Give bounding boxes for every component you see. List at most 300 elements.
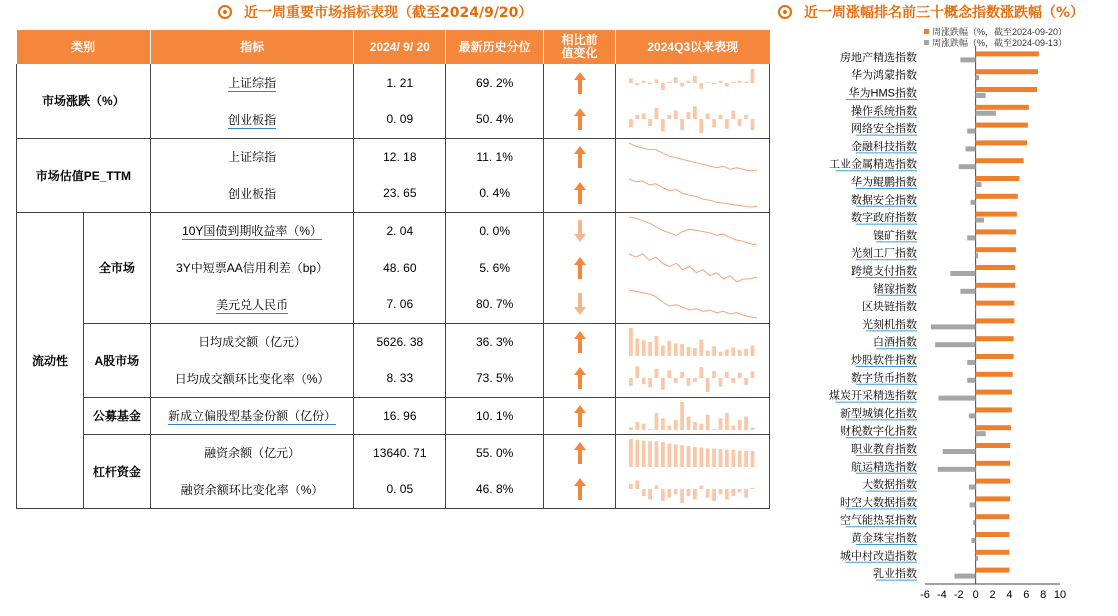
change-direction-cell — [544, 175, 616, 212]
sparkline-bar — [712, 119, 716, 127]
indicator-cell — [150, 397, 354, 434]
sparkline-bar — [738, 119, 742, 126]
sparkline-bar — [648, 378, 652, 387]
sparkline-bar — [725, 489, 729, 500]
sparkline-bar — [635, 481, 639, 490]
bar-current-week — [976, 461, 1011, 466]
sparkline-bar — [635, 367, 639, 379]
sparkline-bar — [674, 378, 678, 383]
bar-current-week — [976, 265, 1016, 270]
sparkline-bar — [674, 420, 678, 430]
bar-previous-week — [970, 502, 976, 507]
market-indicator-table — [16, 30, 770, 509]
bar-previous-week — [943, 449, 976, 454]
sparkline-bar — [731, 425, 735, 429]
category-label[interactable]: 区块链指数 — [862, 301, 917, 314]
sparkline-chart — [626, 399, 760, 433]
category-label[interactable]: 新型城镇化指数 — [840, 407, 917, 420]
percentile-cell: 69. 2% — [446, 64, 544, 101]
sparkline-series — [629, 254, 757, 282]
x-tick-label: -4 — [936, 589, 947, 601]
arrow-up-icon — [573, 330, 587, 354]
indicator-name[interactable]: 美元兑人民币 — [216, 297, 289, 312]
sparkline-bar — [680, 445, 684, 467]
row-group-label: 流动性 — [17, 212, 84, 508]
category-label[interactable]: 华为鸿蒙指数 — [851, 69, 917, 82]
sparkline-bar — [629, 119, 633, 127]
bar-current-week — [976, 212, 1017, 217]
sparkline-bar — [655, 79, 659, 83]
sparkline-bar — [731, 378, 735, 383]
bar-current-week — [976, 390, 1012, 395]
bar-previous-week — [969, 413, 976, 418]
sparkline-bar — [661, 489, 665, 501]
sparkline-bar — [667, 425, 671, 429]
sparkline-bar — [629, 439, 633, 467]
arrow-up-icon — [573, 107, 587, 131]
value-cell: 0. 09 — [354, 101, 446, 138]
sparkline-bar — [706, 378, 710, 392]
bar-current-week — [976, 87, 1038, 92]
x-tick-label: 8 — [1040, 589, 1047, 601]
bar-current-week — [976, 105, 1029, 110]
bar-previous-week — [935, 342, 976, 347]
table-header-row — [17, 30, 770, 64]
bar-current-week — [976, 479, 1011, 484]
sparkline-bar — [655, 441, 659, 467]
sparkline-bar — [751, 427, 755, 430]
category-label[interactable]: 时空大数据指数 — [840, 496, 917, 509]
bar-current-week — [976, 301, 1015, 306]
sparkline-chart — [626, 361, 760, 395]
sparkline-chart — [626, 66, 760, 100]
row-subgroup-label: 公募基金 — [83, 397, 150, 434]
arrow-up-icon — [573, 145, 587, 169]
sparkline-bar — [738, 450, 742, 466]
legend-label: 周涨跌幅（%，截至2024-09-20） — [932, 27, 1068, 37]
category-label[interactable]: 数字货币指数 — [851, 372, 917, 385]
arrow-up-icon — [573, 181, 587, 205]
category-label[interactable]: 航运精选指数 — [851, 461, 917, 474]
sparkline-bar — [719, 352, 723, 356]
sparkline-bar — [674, 343, 678, 356]
sparkline-bar — [699, 339, 703, 355]
sparkline-bar — [699, 367, 703, 378]
legend-swatch — [924, 29, 929, 34]
sparkline-bar — [648, 489, 652, 500]
sparkline-bar — [635, 338, 639, 356]
bar-previous-week — [976, 556, 979, 561]
bar-current-week — [976, 69, 1038, 74]
indicator-name: 上证综指 — [228, 150, 277, 165]
category-label[interactable]: 工业金属精选指数 — [829, 158, 917, 171]
sparkline-bar — [712, 371, 716, 378]
sparkline-bar — [674, 444, 678, 467]
sparkline-bar — [629, 78, 633, 83]
sparkline-bar — [687, 446, 691, 467]
performance-sparkline-cell — [615, 249, 769, 286]
x-tick-label: 4 — [1006, 589, 1013, 601]
bar-current-week — [976, 318, 1015, 323]
sparkline-bar — [725, 349, 729, 356]
indicator-name: 创业板指 — [228, 186, 277, 201]
sparkline-bar — [642, 80, 646, 82]
bar-previous-week — [960, 289, 975, 294]
bar-previous-week — [976, 111, 996, 116]
performance-sparkline-cell — [615, 397, 769, 434]
indicator-name: 融资余额（亿元） — [204, 446, 301, 461]
sparkline-bar — [719, 80, 723, 82]
indicator-name: 3Y中短票AA信用利差（bp） — [176, 261, 329, 275]
category-label[interactable]: 镍矿指数 — [873, 229, 917, 242]
sparkline-bar — [687, 347, 691, 356]
sparkline-bar — [655, 336, 659, 356]
sparkline-bar — [687, 489, 691, 496]
bar-current-week — [976, 229, 1017, 234]
sparkline-bar — [719, 115, 723, 119]
performance-sparkline-cell — [615, 212, 769, 249]
row-subgroup-label: 全市场 — [83, 212, 150, 323]
sparkline-bar — [751, 69, 755, 83]
sparkline-bar — [738, 350, 742, 356]
bar-current-week — [976, 407, 1012, 412]
x-tick-label: 6 — [1023, 589, 1030, 601]
change-direction-cell — [544, 138, 616, 175]
bar-current-week — [976, 425, 1011, 430]
value-cell: 2. 04 — [354, 212, 446, 249]
sparkline-chart — [626, 472, 760, 506]
sparkline-bar — [731, 111, 735, 119]
change-direction-cell — [544, 434, 616, 471]
indicator-name: 日均成交额（亿元） — [198, 335, 307, 350]
arrow-up-icon — [573, 404, 587, 428]
performance-sparkline-cell — [615, 471, 769, 508]
sparkline-bar — [635, 421, 639, 429]
sparkline-bar — [655, 108, 659, 119]
category-label[interactable]: 黄金珠宝指数 — [851, 532, 917, 545]
performance-sparkline-cell — [615, 138, 769, 175]
sparkline-bar — [731, 81, 735, 82]
sparkline-bar — [629, 328, 633, 356]
change-direction-cell — [544, 249, 616, 286]
sparkline-bar — [744, 416, 748, 430]
sparkline-bar — [667, 115, 671, 119]
category-label[interactable]: 华为HMS指数 — [848, 87, 917, 100]
indicator-cell — [150, 471, 354, 508]
bar-current-week — [976, 247, 1017, 252]
x-tick-label: 10 — [1053, 589, 1067, 601]
table-row — [17, 323, 770, 360]
category-label[interactable]: 房地产精选指数 — [840, 51, 917, 64]
sparkline-bar — [635, 440, 639, 467]
sparkline-bar — [751, 488, 755, 489]
sparkline-bar — [648, 83, 652, 84]
sparkline-chart — [626, 140, 760, 174]
percentile-cell: 46. 8% — [446, 471, 544, 508]
sparkline-bar — [731, 489, 735, 496]
percentile-cell: 0. 4% — [446, 175, 544, 212]
left-title-text: 近一周重要市场指标表现（截至2024/9/20） — [244, 5, 533, 21]
value-cell: 48. 60 — [354, 249, 446, 286]
sparkline-bar — [751, 345, 755, 355]
sparkline-bar — [693, 76, 697, 83]
sparkline-bar — [680, 372, 684, 378]
sparkline-bar — [744, 81, 748, 82]
sparkline-chart — [626, 176, 760, 210]
sparkline-bar — [687, 112, 691, 119]
sparkline-bar — [655, 369, 659, 378]
sparkline-bar — [744, 451, 748, 467]
category-label[interactable]: 空气能热泵指数 — [840, 514, 917, 527]
percentile-cell: 55. 0% — [446, 434, 544, 471]
sparkline-bar — [706, 448, 710, 467]
x-tick-label: -6 — [920, 589, 930, 601]
sparkline-bar — [706, 114, 710, 120]
sparkline-bar — [699, 83, 703, 89]
bar-previous-week — [976, 218, 984, 223]
indicator-name[interactable]: 创业板指 — [228, 112, 277, 127]
value-cell: 1. 21 — [354, 64, 446, 101]
bar-current-week — [976, 158, 1024, 163]
table-row — [17, 64, 770, 101]
value-cell: 0. 05 — [354, 471, 446, 508]
category-label[interactable]: 光刻工厂指数 — [851, 247, 917, 260]
sparkline-bar — [680, 402, 684, 430]
sparkline-chart — [626, 325, 760, 359]
sparkline-bar — [744, 115, 748, 119]
indicator-name: 融资余额环比变化率（%） — [180, 482, 324, 497]
sparkline-bar — [674, 111, 678, 119]
sparkline-bar — [719, 489, 723, 494]
bar-previous-week — [973, 520, 976, 525]
percentile-cell: 0. 0% — [446, 212, 544, 249]
performance-sparkline-cell — [615, 323, 769, 360]
value-cell: 13640. 71 — [354, 434, 446, 471]
target-bullet-icon — [778, 5, 792, 19]
bar-previous-week — [975, 307, 976, 312]
indicator-name[interactable]: 上证综指 — [228, 76, 277, 90]
bar-current-week — [976, 283, 1016, 288]
sparkline-series — [629, 143, 757, 171]
category-label[interactable]: 乳业指数 — [873, 568, 917, 581]
sparkline-bar — [738, 489, 742, 493]
sparkline-bar — [699, 486, 703, 490]
row-group-label: 市场涨跌（%） — [17, 64, 151, 138]
category-label[interactable]: 职业教育指数 — [851, 443, 917, 456]
sparkline-bar — [738, 80, 742, 82]
bar-previous-week — [931, 324, 976, 329]
bar-previous-week — [971, 200, 976, 205]
header-change: 相比前值变化 — [544, 30, 616, 64]
sparkline-bar — [712, 489, 716, 501]
sparkline-bar — [642, 340, 646, 356]
legend-item-previous — [924, 36, 1067, 49]
indicator-cell — [150, 64, 354, 101]
category-label[interactable]: 锗镓指数 — [873, 283, 917, 296]
bar-previous-week — [967, 360, 975, 365]
indicator-cell — [150, 323, 354, 360]
sparkline-bar — [667, 489, 671, 498]
value-cell: 16. 96 — [354, 397, 446, 434]
indicator-cell — [150, 249, 354, 286]
sparkline-bar — [706, 350, 710, 355]
category-label[interactable]: 煤炭开采精选指数 — [829, 390, 917, 403]
bar-previous-week — [976, 75, 979, 80]
percentile-cell: 36. 3% — [446, 323, 544, 360]
sparkline-chart — [626, 214, 760, 248]
sparkline-bar — [661, 119, 665, 132]
x-tick-label: 2 — [989, 589, 996, 601]
category-label[interactable]: 大数据指数 — [862, 479, 917, 492]
sparkline-bar — [667, 341, 671, 356]
sparkline-bar — [751, 372, 755, 379]
sparkline-bar — [687, 378, 691, 386]
row-subgroup-label: A股市场 — [83, 323, 150, 397]
table-row — [17, 434, 770, 471]
performance-sparkline-cell — [615, 175, 769, 212]
sparkline-bar — [719, 378, 723, 387]
sparkline-bar — [693, 489, 697, 500]
percentile-cell: 10. 1% — [446, 397, 544, 434]
sparkline-bar — [712, 83, 716, 84]
bar-current-week — [976, 372, 1013, 377]
bar-previous-week — [969, 485, 976, 490]
change-direction-cell — [544, 212, 616, 249]
sparkline-bar — [629, 427, 633, 430]
sparkline-bar — [712, 429, 716, 430]
sparkline-bar — [693, 421, 697, 429]
sparkline-chart — [626, 251, 760, 285]
sparkline-bar — [655, 486, 659, 490]
percentile-cell: 80. 7% — [446, 286, 544, 323]
x-tick-label: 0 — [972, 589, 979, 601]
sparkline-bar — [706, 489, 710, 498]
sparkline-bar — [693, 107, 697, 120]
arrow-up-icon — [573, 366, 587, 390]
category-label[interactable]: 城中村改造指数 — [840, 550, 917, 563]
category-label[interactable]: 数字政府指数 — [851, 212, 917, 225]
sparkline-bar — [661, 345, 665, 355]
header-percentile: 最新历史分位 — [446, 30, 544, 64]
ranking-bar-svg — [800, 18, 1118, 611]
category-label[interactable]: 炒股软件指数 — [851, 354, 917, 367]
sparkline-bar — [642, 440, 646, 466]
sparkline-bar — [706, 414, 710, 429]
change-direction-cell — [544, 360, 616, 397]
indicator-name: 日均成交额环比变化率（%） — [174, 371, 330, 386]
indicator-cell — [150, 175, 354, 212]
percentile-cell: 73. 5% — [446, 360, 544, 397]
value-cell: 5626. 38 — [354, 323, 446, 360]
indicator-name[interactable]: 新成立偏股型基金份额（亿份） — [168, 409, 337, 423]
category-label[interactable]: 华为鲲鹏指数 — [851, 176, 917, 189]
bar-current-week — [976, 51, 1039, 56]
sparkline-bar — [661, 83, 665, 90]
category-label[interactable]: 白酒指数 — [873, 336, 917, 349]
value-cell: 12. 18 — [354, 138, 446, 175]
sparkline-bar — [635, 83, 639, 85]
sparkline-bar — [725, 83, 729, 87]
change-direction-cell — [544, 397, 616, 434]
header-indicator: 指标 — [150, 30, 354, 64]
indicator-cell — [150, 286, 354, 323]
sparkline-bar — [693, 378, 697, 382]
sparkline-bar — [744, 489, 748, 498]
sparkline-bar — [712, 448, 716, 466]
row-group-label: 市场估值PE_TTM — [17, 138, 151, 212]
arrow-up-icon — [573, 477, 587, 501]
bar-current-week — [976, 496, 1011, 501]
x-tick-label: -2 — [953, 589, 964, 601]
sparkline-bar — [687, 416, 691, 430]
sparkline-bar — [693, 348, 697, 356]
percentile-cell: 5. 6% — [446, 249, 544, 286]
sparkline-bar — [648, 119, 652, 126]
bar-current-week — [976, 532, 1010, 537]
bar-previous-week — [955, 574, 976, 579]
sparkline-bar — [725, 449, 729, 467]
category-label[interactable]: 光刻机指数 — [862, 318, 917, 331]
sparkline-bar — [738, 420, 742, 430]
legend-swatch — [924, 40, 929, 45]
sparkline-bar — [725, 412, 729, 429]
category-label[interactable]: 金融科技指数 — [851, 140, 917, 153]
bar-current-week — [976, 568, 1010, 573]
sparkline-bar — [706, 81, 710, 82]
bar-previous-week — [967, 129, 975, 134]
change-direction-cell — [544, 323, 616, 360]
sparkline-bar — [642, 378, 646, 384]
sparkline-bar — [661, 378, 665, 390]
sparkline-bar — [725, 372, 729, 378]
header-date: 2024/ 9/ 20 — [354, 30, 446, 64]
sparkline-bar — [629, 484, 633, 489]
bar-current-week — [976, 123, 1028, 128]
sparkline-bar — [751, 451, 755, 467]
right-title-text: 近一周涨幅排名前三十概念指数涨跌幅（%） — [804, 5, 1085, 21]
value-cell: 7. 06 — [354, 286, 446, 323]
sparkline-bar — [642, 423, 646, 429]
category-label[interactable]: 网络安全指数 — [851, 123, 917, 136]
performance-sparkline-cell — [615, 64, 769, 101]
category-label[interactable]: 操作系统指数 — [851, 105, 917, 118]
sparkline-bar — [719, 449, 723, 467]
category-label[interactable]: 财税数字化指数 — [840, 425, 917, 438]
arrow-up-icon — [573, 256, 587, 280]
table-row — [17, 138, 770, 175]
bar-current-week — [976, 336, 1014, 341]
bar-previous-week — [976, 253, 979, 258]
bar-current-week — [976, 443, 1011, 448]
indicator-name[interactable]: 10Y国债到期收益率（%） — [182, 224, 323, 239]
performance-sparkline-cell — [615, 286, 769, 323]
arrow-up-icon — [573, 441, 587, 465]
sparkline-bar — [667, 81, 671, 82]
bar-previous-week — [938, 467, 976, 472]
bar-current-week — [976, 514, 1010, 519]
category-label[interactable]: 跨境支付指数 — [851, 265, 917, 278]
bar-current-week — [976, 194, 1018, 199]
sparkline-bar — [680, 83, 684, 87]
sparkline-bar — [674, 77, 678, 83]
indicator-cell — [150, 101, 354, 138]
sparkline-bar — [642, 114, 646, 120]
sparkline-bar — [680, 489, 684, 503]
bar-previous-week — [967, 378, 975, 383]
sparkline-bar — [699, 447, 703, 467]
change-direction-cell — [544, 64, 616, 101]
category-label[interactable]: 数据安全指数 — [851, 194, 917, 207]
